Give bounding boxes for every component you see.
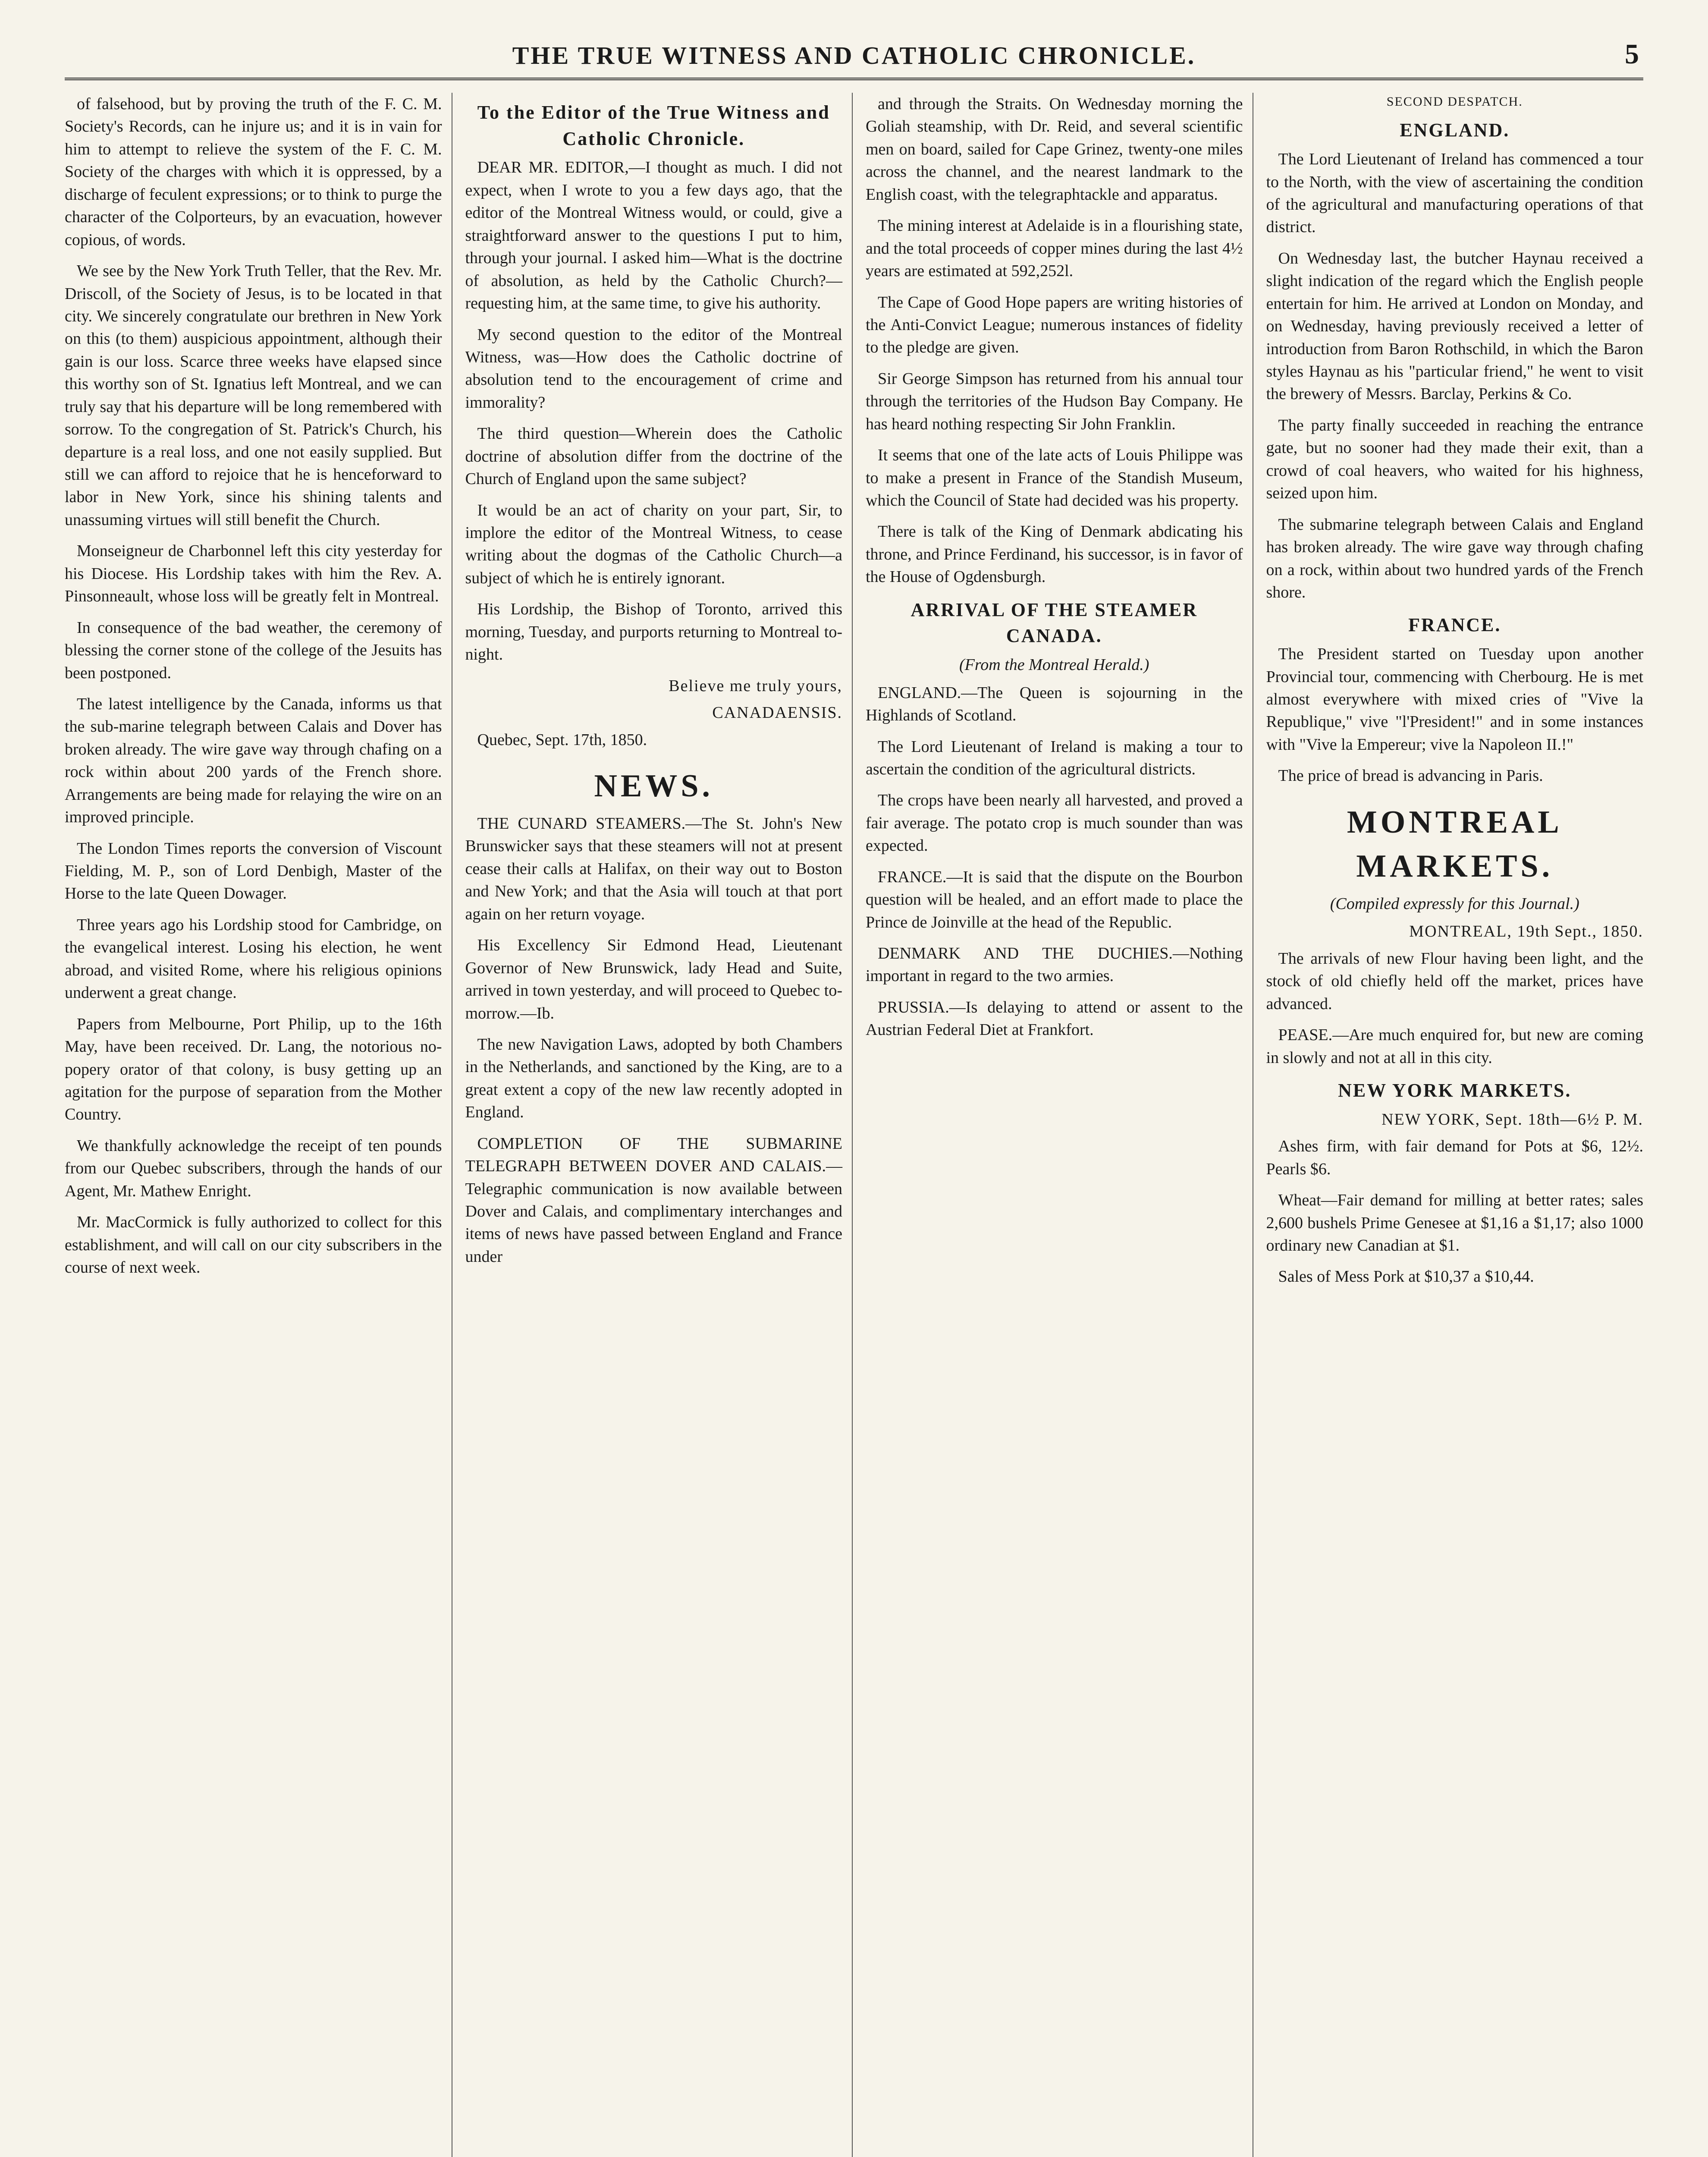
paragraph: FRANCE.—It is said that the dispute on the Bourbon question will be healed, and an effort made to place the Prince de Joinville at the head of the Republic. (866, 868, 1243, 931)
paragraph: The party finally succeeded in reaching the entrance gate, but no sooner had they made their exit, than a crowd of coal heavers, who waited for his highness, seized upon him. (1266, 416, 1643, 503)
section-heading: NEWS. (594, 768, 713, 804)
paragraph: PRUSSIA.—Is delaying to attend or assent to the Austrian Federal Diet at Frankfort. (866, 998, 1243, 1039)
paragraph: Three years ago his Lordship stood for Cambridge, on the evangelical interest. Losing his election, he went abroad, and visited Rome, where his religious opinions underwent a great change. (65, 915, 442, 1002)
dateline: MONTREAL, 19th Sept., 1850. (1409, 922, 1643, 941)
paragraph: The Cape of Good Hope papers are writing histories of the Anti-Convict League; numerous instances of fidelity to the pledge are given. (866, 293, 1243, 357)
paragraph: Wheat—Fair demand for milling at better rates; sales 2,600 bushels Prime Genesee at $1,16 a $1,17; also 1000 ordinary new Canadian at $1. (1266, 1191, 1643, 1255)
paragraph: Sir George Simpson has returned from his annual tour through the territories of the Hudson Bay Company. He has heard nothing respecting Sir John Franklin. (866, 369, 1243, 433)
paragraph: The mining interest at Adelaide is in a flourishing state, and the total proceeds of copper mines during the last 4½ years are estimated at 592,252l. (866, 217, 1243, 280)
article-heading: ARRIVAL OF THE STEAMER CANADA. (911, 599, 1198, 647)
article-subheading: (From the Montreal Herald.) (959, 656, 1149, 674)
paragraph: We see by the New York Truth Teller, that the Rev. Mr. Driscoll, of the Society of Jesus, is to be located in that city. We sincerely congratulate our brethren in New York on this (to them) auspicious appointment, although their gain is our loss. Scarce three weeks have elapsed since this worthy son of St. Ignatius left Montreal, and we can truly say that his departure will be long remembered with sorrow. To the congregation of St. Patrick's Church, his departure is a real loss, and one not easily supplied. But still we can afford to rejoice that he is henceforward to labor in New York, since his shining talents and unassuming virtues will still benefit the Church. (65, 262, 442, 529)
paragraph: THE CUNARD STEAMERS.—The St. John's New Brunswicker says that these steamers will not at present cease their calls at Halifax, on their way out to Boston and New York; and that the Asia will touch at that port again on her return voyage. (465, 814, 842, 923)
paragraph: and through the Straits. On Wednesday morning the Goliah steamship, with Dr. Reid, and several scientific men on board, sailed for Cape Grinez, twenty-one miles across the channel, and the nearest landmark to the English coast, with the telegraphtackle and apparatus. (866, 95, 1243, 204)
column-4 (1266, 93, 1644, 2157)
paragraph: DEAR MR. EDITOR,—I thought as much. I did not expect, when I wrote to you a few days ago, that the editor of the Montreal Witness would, or could, give a straightforward answer to the questions I put to him, through your journal. I asked him—What is the doctrine of absolution, as held by the Catholic Church?—requesting him, at the same time, to give his authority. (465, 158, 842, 313)
paragraph: His Lordship, the Bishop of Toronto, arrived this morning, Tuesday, and purports returning to Montreal to-night. (465, 600, 842, 664)
paragraph: It seems that one of the late acts of Louis Philippe was to make a present in France of the Standish Museum, which the Council of State had decided was his property. (866, 446, 1243, 509)
paragraph: PEASE.—Are much enquired for, but new are coming in slowly and not at all in this city. (1266, 1026, 1643, 1067)
dateline: NEW YORK, Sept. 18th—6½ P. M. (1381, 1110, 1643, 1129)
column-3 (866, 93, 1253, 2157)
paragraph: DENMARK AND THE DUCHIES.—Nothing important in regard to the two armies. (866, 944, 1243, 985)
article-heading: NEW YORK MARKETS. (1338, 1080, 1572, 1101)
paragraph: Mr. MacCormick is fully authorized to collect for this establishment, and will call on our city subscribers in the course of next week. (65, 1213, 442, 1277)
dateline: CANADAENSIS. (712, 704, 842, 722)
article-columns (65, 93, 1643, 2157)
paragraph: Quebec, Sept. 17th, 1850. (477, 730, 647, 749)
column-2 (465, 93, 853, 2157)
paragraph: The Lord Lieutenant of Ireland is making a tour to ascertain the condition of the agricultural districts. (866, 737, 1243, 778)
paragraph: The latest intelligence by the Canada, informs us that the sub-marine telegraph between Calais and Dover has broken already. The wire gave way through chafing on a rock within about 200 yards of the French shore. Arrangements are being made for relaying the wire on an improved principle. (65, 695, 442, 827)
despatch-label: SECOND DESPATCH. (1386, 94, 1523, 109)
paragraph: The London Times reports the conversion of Viscount Fielding, M. P., son of Lord Denbigh, Master of the Horse to the late Queen Dowager. (65, 839, 442, 903)
paragraph: of falsehood, but by proving the truth of the F. C. M. Society's Records, can he injure us; and it is in vain for him to attempt to relieve the system of the F. C. M. Society of the charges with which it is oppressed, by a discharge of feculent expressions; or to think to purge the character of the Colporteurs, by an evacuation, however copious, of words. (65, 95, 442, 249)
paragraph: The President started on Tuesday upon another Provincial tour, commencing with Cherbourg. He is met almost everywhere with mixed cries of "Vive la Republique," vive "l'President!" and in some instances with "Vive la Empereur; vive la Napoleon II.!" (1266, 645, 1643, 754)
paragraph: On Wednesday last, the butcher Haynau received a slight indication of the regard which the English people entertain for him. He arrived at London on Monday, and on Wednesday, having previously received a letter of introduction from Baron Rothschild, in which the Baron styles Haynau as his "particular friend," he went to visit the brewery of Messrs. Barclay, Perkins & Co. (1266, 249, 1643, 403)
page-number: 5 (1625, 38, 1639, 70)
paragraph: There is talk of the King of Denmark abdicating his throne, and Prince Ferdinand, his successor, is in favor of the House of Ogdensburgh. (866, 522, 1243, 586)
dateline: Believe me truly yours, (669, 676, 842, 695)
newspaper-title: THE TRUE WITNESS AND CATHOLIC CHRONICLE. (512, 41, 1196, 69)
paragraph: Ashes firm, with fair demand for Pots at $6, 12½. Pearls $6. (1266, 1137, 1643, 1178)
paragraph: Papers from Melbourne, Port Philip, up to the 16th May, have been received. Dr. Lang, the notorious no-popery orator of that colony, is busy getting up an agitation for the purpose of separation from the Mother Country. (65, 1015, 442, 1124)
column-1 (65, 93, 452, 2157)
paragraph: The price of bread is advancing in Paris. (1278, 767, 1543, 785)
article-heading: To the Editor of the True Witness and Catholic Chronicle. (477, 102, 830, 149)
paragraph: Monseigneur de Charbonnel left this city yesterday for his Diocese. His Lordship takes with him the Rev. A. Pinsonneault, whose loss will be greatly felt in Montreal. (65, 542, 442, 606)
article-heading: ENGLAND. (1400, 119, 1510, 141)
paragraph: The new Navigation Laws, adopted by both Chambers in the Netherlands, and sanctioned by the King, are to a great extent a copy of the new law recently adopted in England. (465, 1035, 842, 1122)
paragraph: My second question to the editor of the Montreal Witness, was—How does the Catholic doctrine of absolution tend to the encouragement of crime and immorality? (465, 325, 842, 412)
paragraph: The third question—Wherein does the Catholic doctrine of absolution differ from the doctrine of the Church of England upon the same subject? (465, 424, 842, 488)
paragraph: His Excellency Sir Edmond Head, Lieutenant Governor of New Brunswick, lady Head and Suite, arrived in town yesterday, and will proceed to Quebec to-morrow.—Ib. (465, 936, 842, 1022)
article-heading: FRANCE. (1408, 614, 1501, 636)
paragraph: Sales of Mess Pork at $10,37 a $10,44. (1278, 1267, 1534, 1286)
paragraph: The Lord Lieutenant of Ireland has commenced a tour to the North, with the view of ascertaining the condition of the agricultural and manufacturing operations of that district. (1266, 150, 1643, 236)
section-heading: MONTREAL MARKETS. (1347, 804, 1563, 884)
paragraph: We thankfully acknowledge the receipt of ten pounds from our Quebec subscribers, through the hands of our Agent, Mr. Mathew Enright. (65, 1136, 442, 1200)
paragraph: The submarine telegraph between Calais and England has broken already. The wire gave way through chafing on a rock, within about two hundred yards of the French shore. (1266, 515, 1643, 601)
masthead (65, 17, 1643, 80)
article-subheading: (Compiled expressly for this Journal.) (1330, 894, 1579, 913)
paragraph: In consequence of the bad weather, the ceremony of blessing the corner stone of the college of the Jesuits has been postponed. (65, 618, 442, 682)
paragraph: It would be an act of charity on your part, Sir, to implore the editor of the Montreal Witness, to cease writing about the dogmas of the Catholic Church—a subject of which he is entirely ignorant. (465, 501, 842, 587)
paragraph: The crops have been nearly all harvested, and proved a fair average. The potato crop is much sounder than was expected. (866, 791, 1243, 855)
paragraph: COMPLETION OF THE SUBMARINE TELEGRAPH BETWEEN DOVER AND CALAIS.—Telegraphic communication is now available between Dover and Calais, and complimentary interchanges and items of news have passed between England and France under (465, 1134, 842, 1266)
paragraph: The arrivals of new Flour having been light, and the stock of old chiefly held off the market, prices have advanced. (1266, 949, 1643, 1013)
paragraph: ENGLAND.—The Queen is sojourning in the Highlands of Scotland. (866, 683, 1243, 725)
